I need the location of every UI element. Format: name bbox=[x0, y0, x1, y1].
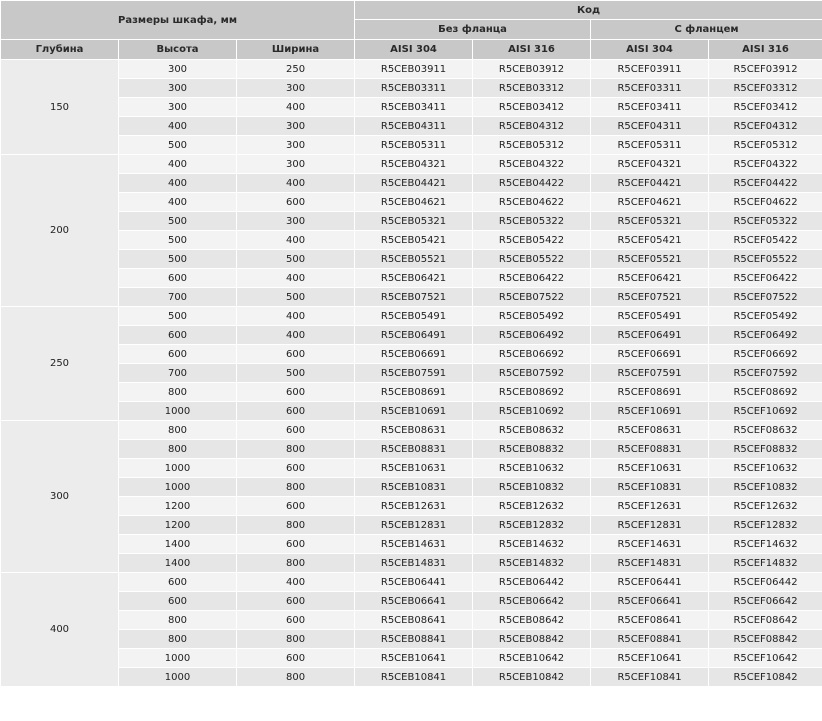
with-flange-aisi304-header: AISI 304 bbox=[591, 40, 709, 60]
code-with-flange-aisi304-cell: R5CEF08831 bbox=[591, 440, 709, 459]
code-with-flange-aisi316-cell: R5CEF08692 bbox=[709, 383, 822, 402]
table-header bbox=[1, 1, 822, 60]
code-no-flange-aisi316-cell: R5CEB08832 bbox=[473, 440, 591, 459]
code-with-flange-aisi304-cell: R5CEF05311 bbox=[591, 136, 709, 155]
width-cell: 600 bbox=[237, 383, 355, 402]
code-with-flange-aisi304-cell: R5CEF05491 bbox=[591, 307, 709, 326]
code-with-flange-aisi304-cell: R5CEF10841 bbox=[591, 668, 709, 687]
width-cell: 600 bbox=[237, 497, 355, 516]
height-cell: 1000 bbox=[119, 649, 237, 668]
code-with-flange-aisi304-cell: R5CEF12831 bbox=[591, 516, 709, 535]
code-with-flange-aisi316-cell: R5CEF07522 bbox=[709, 288, 822, 307]
code-with-flange-aisi304-cell: R5CEF05321 bbox=[591, 212, 709, 231]
code-no-flange-aisi304-cell: R5CEB14631 bbox=[355, 535, 473, 554]
width-cell: 600 bbox=[237, 535, 355, 554]
height-cell: 800 bbox=[119, 611, 237, 630]
code-with-flange-aisi304-cell: R5CEF06441 bbox=[591, 573, 709, 592]
table-row bbox=[1, 516, 822, 535]
width-cell: 400 bbox=[237, 231, 355, 250]
code-with-flange-aisi316-cell: R5CEF08842 bbox=[709, 630, 822, 649]
code-no-flange-aisi304-cell: R5CEB04311 bbox=[355, 117, 473, 136]
code-with-flange-aisi316-cell: R5CEF06442 bbox=[709, 573, 822, 592]
code-with-flange-aisi304-cell: R5CEF06421 bbox=[591, 269, 709, 288]
code-with-flange-aisi316-cell: R5CEF06492 bbox=[709, 326, 822, 345]
width-cell: 400 bbox=[237, 573, 355, 592]
width-cell: 600 bbox=[237, 459, 355, 478]
code-with-flange-aisi316-cell: R5CEF12832 bbox=[709, 516, 822, 535]
code-with-flange-aisi316-cell: R5CEF05312 bbox=[709, 136, 822, 155]
code-no-flange-aisi316-cell: R5CEB06692 bbox=[473, 345, 591, 364]
code-with-flange-aisi304-cell: R5CEF10831 bbox=[591, 478, 709, 497]
code-with-flange-aisi316-cell: R5CEF05422 bbox=[709, 231, 822, 250]
height-cell: 500 bbox=[119, 307, 237, 326]
code-with-flange-aisi304-cell: R5CEF04421 bbox=[591, 174, 709, 193]
code-no-flange-aisi316-cell: R5CEB07592 bbox=[473, 364, 591, 383]
code-with-flange-aisi304-cell: R5CEF08691 bbox=[591, 383, 709, 402]
code-no-flange-aisi316-cell: R5CEB12632 bbox=[473, 497, 591, 516]
code-with-flange-aisi316-cell: R5CEF08832 bbox=[709, 440, 822, 459]
code-with-flange-aisi316-cell: R5CEF14832 bbox=[709, 554, 822, 573]
code-with-flange-aisi316-cell: R5CEF05492 bbox=[709, 307, 822, 326]
width-cell: 800 bbox=[237, 478, 355, 497]
code-no-flange-aisi304-cell: R5CEB05321 bbox=[355, 212, 473, 231]
width-cell: 800 bbox=[237, 668, 355, 687]
code-with-flange-aisi304-cell: R5CEF04621 bbox=[591, 193, 709, 212]
code-no-flange-aisi316-cell: R5CEB03312 bbox=[473, 79, 591, 98]
height-cell: 300 bbox=[119, 60, 237, 79]
code-no-flange-aisi316-cell: R5CEB03412 bbox=[473, 98, 591, 117]
height-cell: 1200 bbox=[119, 497, 237, 516]
code-with-flange-aisi316-cell: R5CEF03312 bbox=[709, 79, 822, 98]
code-no-flange-aisi316-cell: R5CEB05522 bbox=[473, 250, 591, 269]
width-cell: 600 bbox=[237, 611, 355, 630]
code-no-flange-aisi316-cell: R5CEB07522 bbox=[473, 288, 591, 307]
code-with-flange-aisi304-cell: R5CEF08631 bbox=[591, 421, 709, 440]
table-body bbox=[1, 60, 822, 687]
height-cell: 800 bbox=[119, 440, 237, 459]
depth-cell: 300 bbox=[1, 421, 119, 573]
code-with-flange-aisi316-cell: R5CEF06642 bbox=[709, 592, 822, 611]
width-cell: 400 bbox=[237, 98, 355, 117]
code-with-flange-aisi304-cell: R5CEF12631 bbox=[591, 497, 709, 516]
code-with-flange-aisi304-cell: R5CEF03911 bbox=[591, 60, 709, 79]
code-no-flange-aisi304-cell: R5CEB12631 bbox=[355, 497, 473, 516]
table-row bbox=[1, 630, 822, 649]
height-cell: 700 bbox=[119, 288, 237, 307]
width-cell: 400 bbox=[237, 174, 355, 193]
width-cell: 500 bbox=[237, 364, 355, 383]
code-no-flange-aisi304-cell: R5CEB05421 bbox=[355, 231, 473, 250]
no-flange-aisi316-header: AISI 316 bbox=[473, 40, 591, 60]
code-no-flange-aisi304-cell: R5CEB04421 bbox=[355, 174, 473, 193]
code-with-flange-aisi304-cell: R5CEF08841 bbox=[591, 630, 709, 649]
width-cell: 800 bbox=[237, 440, 355, 459]
width-cell: 500 bbox=[237, 288, 355, 307]
code-with-flange-aisi316-cell: R5CEF08632 bbox=[709, 421, 822, 440]
height-cell: 600 bbox=[119, 269, 237, 288]
code-no-flange-aisi316-cell: R5CEB04322 bbox=[473, 155, 591, 174]
code-no-flange-aisi304-cell: R5CEB04621 bbox=[355, 193, 473, 212]
code-header: Код bbox=[355, 1, 822, 20]
width-cell: 300 bbox=[237, 117, 355, 136]
table-row bbox=[1, 611, 822, 630]
code-no-flange-aisi316-cell: R5CEB08632 bbox=[473, 421, 591, 440]
code-no-flange-aisi316-cell: R5CEB03912 bbox=[473, 60, 591, 79]
table-row bbox=[1, 649, 822, 668]
code-with-flange-aisi316-cell: R5CEF07592 bbox=[709, 364, 822, 383]
code-no-flange-aisi304-cell: R5CEB08641 bbox=[355, 611, 473, 630]
code-no-flange-aisi304-cell: R5CEB06491 bbox=[355, 326, 473, 345]
with-flange-aisi316-header: AISI 316 bbox=[709, 40, 822, 60]
code-with-flange-aisi304-cell: R5CEF06641 bbox=[591, 592, 709, 611]
code-with-flange-aisi316-cell: R5CEF06422 bbox=[709, 269, 822, 288]
height-cell: 500 bbox=[119, 212, 237, 231]
width-cell: 400 bbox=[237, 307, 355, 326]
code-no-flange-aisi316-cell: R5CEB05322 bbox=[473, 212, 591, 231]
table-row bbox=[1, 383, 822, 402]
code-with-flange-aisi304-cell: R5CEF06491 bbox=[591, 326, 709, 345]
table-row bbox=[1, 136, 822, 155]
code-no-flange-aisi316-cell: R5CEB14632 bbox=[473, 535, 591, 554]
code-no-flange-aisi316-cell: R5CEB10832 bbox=[473, 478, 591, 497]
width-header: Ширина bbox=[237, 40, 355, 60]
width-cell: 800 bbox=[237, 516, 355, 535]
code-no-flange-aisi304-cell: R5CEB06691 bbox=[355, 345, 473, 364]
code-no-flange-aisi304-cell: R5CEB07591 bbox=[355, 364, 473, 383]
code-no-flange-aisi316-cell: R5CEB06442 bbox=[473, 573, 591, 592]
code-no-flange-aisi304-cell: R5CEB12831 bbox=[355, 516, 473, 535]
width-cell: 500 bbox=[237, 250, 355, 269]
table-row bbox=[1, 402, 822, 421]
code-no-flange-aisi304-cell: R5CEB05311 bbox=[355, 136, 473, 155]
table-row bbox=[1, 364, 822, 383]
width-cell: 600 bbox=[237, 193, 355, 212]
table-row bbox=[1, 535, 822, 554]
code-with-flange-aisi316-cell: R5CEF08642 bbox=[709, 611, 822, 630]
width-cell: 300 bbox=[237, 212, 355, 231]
height-cell: 1000 bbox=[119, 459, 237, 478]
height-cell: 300 bbox=[119, 98, 237, 117]
table-row bbox=[1, 174, 822, 193]
code-no-flange-aisi304-cell: R5CEB04321 bbox=[355, 155, 473, 174]
code-no-flange-aisi316-cell: R5CEB05492 bbox=[473, 307, 591, 326]
table-row bbox=[1, 79, 822, 98]
no-flange-aisi304-header: AISI 304 bbox=[355, 40, 473, 60]
table-row bbox=[1, 554, 822, 573]
height-cell: 800 bbox=[119, 383, 237, 402]
code-no-flange-aisi304-cell: R5CEB08691 bbox=[355, 383, 473, 402]
code-with-flange-aisi304-cell: R5CEF14831 bbox=[591, 554, 709, 573]
code-no-flange-aisi316-cell: R5CEB08842 bbox=[473, 630, 591, 649]
table-row bbox=[1, 307, 822, 326]
height-cell: 1000 bbox=[119, 478, 237, 497]
code-with-flange-aisi316-cell: R5CEF03912 bbox=[709, 60, 822, 79]
code-no-flange-aisi304-cell: R5CEB03311 bbox=[355, 79, 473, 98]
code-with-flange-aisi304-cell: R5CEF03411 bbox=[591, 98, 709, 117]
code-no-flange-aisi316-cell: R5CEB06492 bbox=[473, 326, 591, 345]
height-cell: 800 bbox=[119, 630, 237, 649]
code-with-flange-aisi316-cell: R5CEF10832 bbox=[709, 478, 822, 497]
height-cell: 1000 bbox=[119, 668, 237, 687]
height-cell: 1400 bbox=[119, 535, 237, 554]
code-no-flange-aisi304-cell: R5CEB06441 bbox=[355, 573, 473, 592]
code-with-flange-aisi304-cell: R5CEF08641 bbox=[591, 611, 709, 630]
no-flange-header: Без фланца bbox=[355, 20, 591, 40]
code-with-flange-aisi316-cell: R5CEF04312 bbox=[709, 117, 822, 136]
code-no-flange-aisi304-cell: R5CEB03911 bbox=[355, 60, 473, 79]
code-no-flange-aisi304-cell: R5CEB08631 bbox=[355, 421, 473, 440]
code-no-flange-aisi316-cell: R5CEB14832 bbox=[473, 554, 591, 573]
code-no-flange-aisi304-cell: R5CEB10691 bbox=[355, 402, 473, 421]
table-row bbox=[1, 440, 822, 459]
code-with-flange-aisi316-cell: R5CEF04622 bbox=[709, 193, 822, 212]
code-no-flange-aisi304-cell: R5CEB10841 bbox=[355, 668, 473, 687]
code-with-flange-aisi304-cell: R5CEF10631 bbox=[591, 459, 709, 478]
code-no-flange-aisi316-cell: R5CEB04422 bbox=[473, 174, 591, 193]
height-cell: 1000 bbox=[119, 402, 237, 421]
with-flange-header: С фланцем bbox=[591, 20, 822, 40]
table-row bbox=[1, 117, 822, 136]
table-row bbox=[1, 345, 822, 364]
code-no-flange-aisi304-cell: R5CEB10831 bbox=[355, 478, 473, 497]
code-with-flange-aisi304-cell: R5CEF14631 bbox=[591, 535, 709, 554]
code-no-flange-aisi304-cell: R5CEB05521 bbox=[355, 250, 473, 269]
width-cell: 800 bbox=[237, 630, 355, 649]
code-with-flange-aisi316-cell: R5CEF06692 bbox=[709, 345, 822, 364]
height-cell: 400 bbox=[119, 155, 237, 174]
table-row bbox=[1, 212, 822, 231]
code-no-flange-aisi316-cell: R5CEB08642 bbox=[473, 611, 591, 630]
code-no-flange-aisi304-cell: R5CEB06421 bbox=[355, 269, 473, 288]
table-row bbox=[1, 269, 822, 288]
code-no-flange-aisi304-cell: R5CEB14831 bbox=[355, 554, 473, 573]
code-with-flange-aisi304-cell: R5CEF10641 bbox=[591, 649, 709, 668]
code-with-flange-aisi316-cell: R5CEF10842 bbox=[709, 668, 822, 687]
table-row bbox=[1, 421, 822, 440]
code-with-flange-aisi316-cell: R5CEF05322 bbox=[709, 212, 822, 231]
height-cell: 400 bbox=[119, 117, 237, 136]
code-no-flange-aisi316-cell: R5CEB10692 bbox=[473, 402, 591, 421]
height-cell: 600 bbox=[119, 592, 237, 611]
height-cell: 800 bbox=[119, 421, 237, 440]
height-header: Высота bbox=[119, 40, 237, 60]
code-with-flange-aisi304-cell: R5CEF04311 bbox=[591, 117, 709, 136]
code-no-flange-aisi304-cell: R5CEB05491 bbox=[355, 307, 473, 326]
width-cell: 800 bbox=[237, 554, 355, 573]
code-no-flange-aisi304-cell: R5CEB07521 bbox=[355, 288, 473, 307]
height-cell: 400 bbox=[119, 174, 237, 193]
code-no-flange-aisi316-cell: R5CEB10842 bbox=[473, 668, 591, 687]
table-row bbox=[1, 98, 822, 117]
code-no-flange-aisi316-cell: R5CEB10632 bbox=[473, 459, 591, 478]
code-with-flange-aisi316-cell: R5CEF03412 bbox=[709, 98, 822, 117]
table-row bbox=[1, 573, 822, 592]
width-cell: 600 bbox=[237, 421, 355, 440]
code-no-flange-aisi316-cell: R5CEB10642 bbox=[473, 649, 591, 668]
height-cell: 300 bbox=[119, 79, 237, 98]
code-no-flange-aisi316-cell: R5CEB04622 bbox=[473, 193, 591, 212]
code-no-flange-aisi304-cell: R5CEB08831 bbox=[355, 440, 473, 459]
code-no-flange-aisi316-cell: R5CEB06642 bbox=[473, 592, 591, 611]
width-cell: 400 bbox=[237, 269, 355, 288]
code-with-flange-aisi316-cell: R5CEF10692 bbox=[709, 402, 822, 421]
sizes-header: Размеры шкафа, мм bbox=[1, 1, 355, 40]
table-row bbox=[1, 668, 822, 687]
code-with-flange-aisi304-cell: R5CEF07521 bbox=[591, 288, 709, 307]
width-cell: 300 bbox=[237, 136, 355, 155]
code-with-flange-aisi304-cell: R5CEF07591 bbox=[591, 364, 709, 383]
code-no-flange-aisi316-cell: R5CEB05422 bbox=[473, 231, 591, 250]
depth-cell: 150 bbox=[1, 60, 119, 155]
code-with-flange-aisi304-cell: R5CEF05421 bbox=[591, 231, 709, 250]
code-with-flange-aisi304-cell: R5CEF06691 bbox=[591, 345, 709, 364]
code-with-flange-aisi304-cell: R5CEF05521 bbox=[591, 250, 709, 269]
width-cell: 600 bbox=[237, 592, 355, 611]
code-with-flange-aisi304-cell: R5CEF04321 bbox=[591, 155, 709, 174]
height-cell: 600 bbox=[119, 326, 237, 345]
depth-cell: 200 bbox=[1, 155, 119, 307]
code-with-flange-aisi316-cell: R5CEF05522 bbox=[709, 250, 822, 269]
code-no-flange-aisi304-cell: R5CEB10631 bbox=[355, 459, 473, 478]
code-with-flange-aisi316-cell: R5CEF10632 bbox=[709, 459, 822, 478]
height-cell: 600 bbox=[119, 345, 237, 364]
height-cell: 700 bbox=[119, 364, 237, 383]
code-no-flange-aisi304-cell: R5CEB03411 bbox=[355, 98, 473, 117]
table-row bbox=[1, 592, 822, 611]
width-cell: 600 bbox=[237, 649, 355, 668]
height-cell: 400 bbox=[119, 193, 237, 212]
table-row bbox=[1, 497, 822, 516]
table-row bbox=[1, 326, 822, 345]
table-row bbox=[1, 250, 822, 269]
code-with-flange-aisi316-cell: R5CEF04322 bbox=[709, 155, 822, 174]
code-no-flange-aisi316-cell: R5CEB12832 bbox=[473, 516, 591, 535]
code-with-flange-aisi316-cell: R5CEF04422 bbox=[709, 174, 822, 193]
width-cell: 600 bbox=[237, 345, 355, 364]
code-no-flange-aisi304-cell: R5CEB10641 bbox=[355, 649, 473, 668]
table-row bbox=[1, 288, 822, 307]
width-cell: 400 bbox=[237, 326, 355, 345]
table-row bbox=[1, 155, 822, 174]
code-with-flange-aisi304-cell: R5CEF10691 bbox=[591, 402, 709, 421]
depth-cell: 250 bbox=[1, 307, 119, 421]
table-row bbox=[1, 231, 822, 250]
table-row bbox=[1, 193, 822, 212]
table-row bbox=[1, 459, 822, 478]
code-no-flange-aisi316-cell: R5CEB08692 bbox=[473, 383, 591, 402]
table-row bbox=[1, 60, 822, 79]
height-cell: 500 bbox=[119, 250, 237, 269]
depth-cell: 400 bbox=[1, 573, 119, 687]
width-cell: 300 bbox=[237, 79, 355, 98]
height-cell: 1400 bbox=[119, 554, 237, 573]
height-cell: 500 bbox=[119, 136, 237, 155]
width-cell: 300 bbox=[237, 155, 355, 174]
depth-header: Глубина bbox=[1, 40, 119, 60]
code-with-flange-aisi316-cell: R5CEF12632 bbox=[709, 497, 822, 516]
height-cell: 500 bbox=[119, 231, 237, 250]
width-cell: 600 bbox=[237, 402, 355, 421]
height-cell: 1200 bbox=[119, 516, 237, 535]
table-row bbox=[1, 478, 822, 497]
code-with-flange-aisi316-cell: R5CEF10642 bbox=[709, 649, 822, 668]
height-cell: 600 bbox=[119, 573, 237, 592]
code-with-flange-aisi316-cell: R5CEF14632 bbox=[709, 535, 822, 554]
code-no-flange-aisi316-cell: R5CEB04312 bbox=[473, 117, 591, 136]
code-no-flange-aisi316-cell: R5CEB06422 bbox=[473, 269, 591, 288]
code-no-flange-aisi304-cell: R5CEB08841 bbox=[355, 630, 473, 649]
width-cell: 250 bbox=[237, 60, 355, 79]
code-no-flange-aisi304-cell: R5CEB06641 bbox=[355, 592, 473, 611]
code-no-flange-aisi316-cell: R5CEB05312 bbox=[473, 136, 591, 155]
code-with-flange-aisi304-cell: R5CEF03311 bbox=[591, 79, 709, 98]
